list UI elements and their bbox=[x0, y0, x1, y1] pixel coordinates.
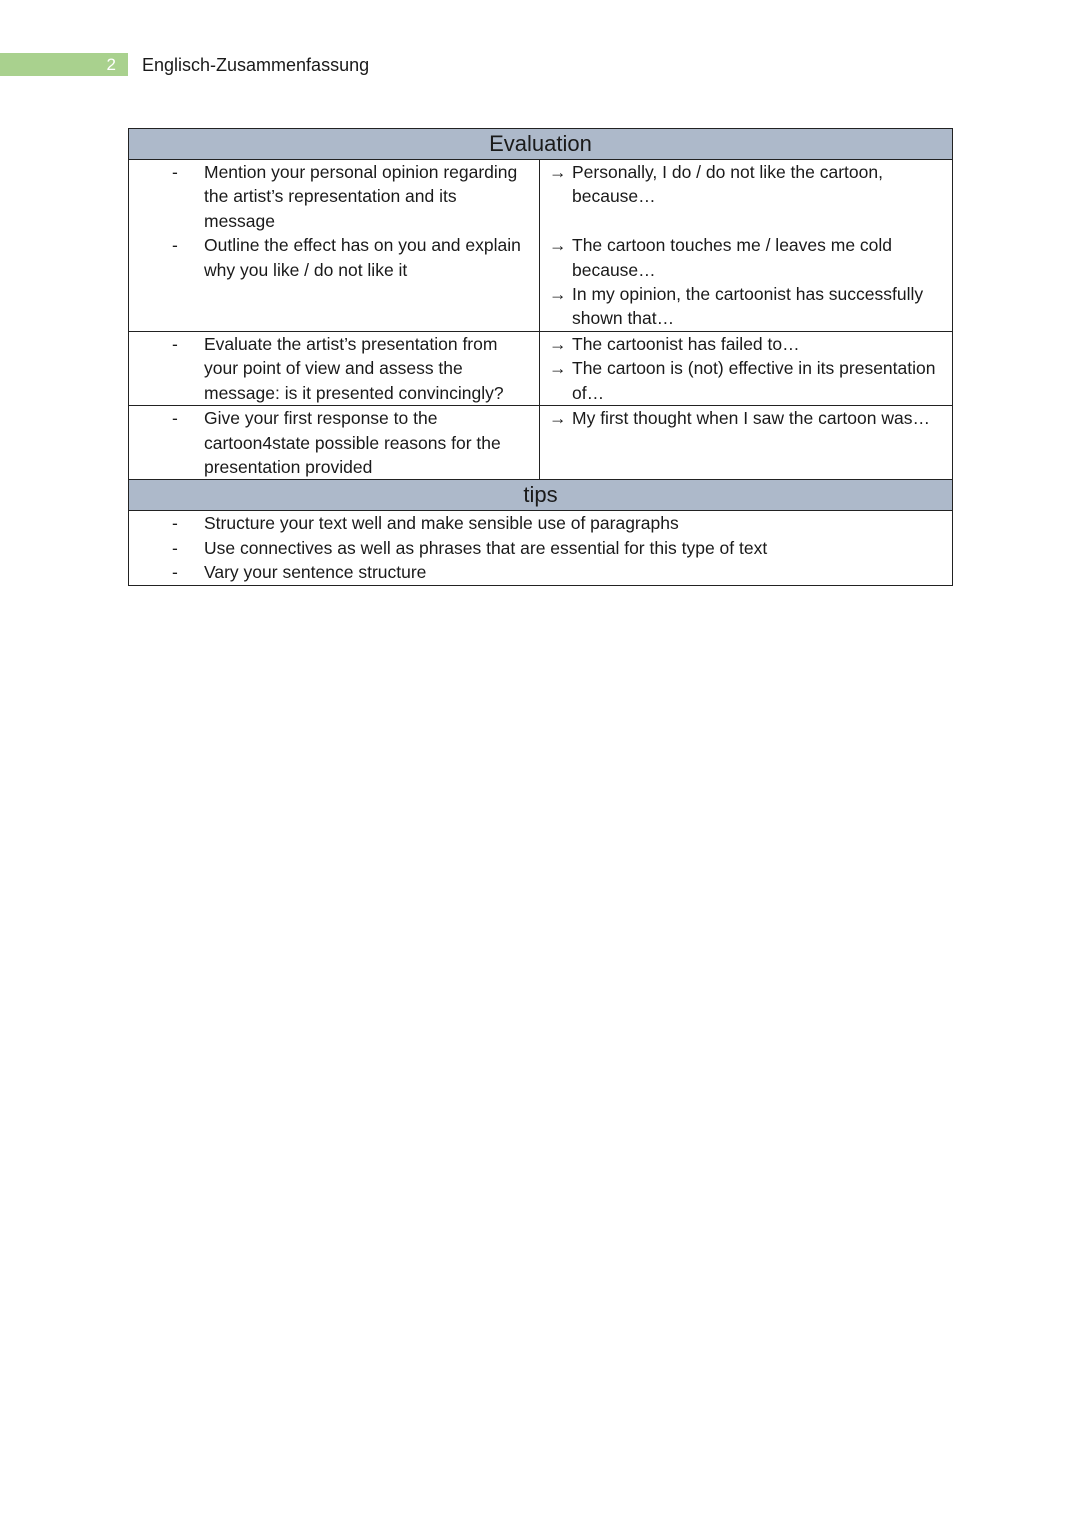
task-text: Outline the effect has on you and explain why you like / do not like it bbox=[204, 235, 521, 280]
table-row bbox=[129, 160, 953, 332]
arrow-icon: → bbox=[549, 408, 567, 429]
table-row bbox=[129, 406, 953, 480]
tip-text: Use connectives as well as phrases that are essential for this type of text bbox=[204, 537, 768, 558]
list-item bbox=[129, 332, 539, 405]
arrow-icon: → bbox=[549, 162, 567, 182]
list-item bbox=[129, 511, 952, 535]
evaluation-heading: Evaluation bbox=[129, 129, 953, 160]
phrase-text: The cartoon is (not) effective in its presentation of… bbox=[572, 358, 936, 403]
list-item bbox=[540, 233, 952, 282]
tips-heading: tips bbox=[129, 480, 953, 511]
evaluation-table bbox=[128, 128, 953, 586]
arrow-icon: → bbox=[549, 235, 567, 256]
task-text: Give your first response to the cartoon4state possible reasons for the presentation provided bbox=[204, 408, 501, 478]
spacer bbox=[540, 209, 952, 233]
evaluation-header-row bbox=[129, 129, 953, 160]
tips-row bbox=[129, 511, 953, 585]
tip-text: Structure your text well and make sensible use of paragraphs bbox=[204, 513, 679, 534]
task-cell bbox=[129, 332, 540, 406]
dash-bullet: - bbox=[172, 235, 178, 256]
tips-cell bbox=[129, 511, 953, 585]
table-row bbox=[129, 332, 953, 406]
phrase-cell bbox=[540, 406, 953, 480]
list-item bbox=[129, 536, 952, 560]
arrow-icon: → bbox=[549, 334, 567, 354]
phrase-text: In my opinion, the cartoonist has successfully shown that… bbox=[572, 284, 924, 329]
tip-text: Vary your sentence structure bbox=[204, 562, 427, 583]
task-cell bbox=[129, 406, 540, 480]
task-text: Mention your personal opinion regarding the artist’s representation and its message bbox=[204, 162, 518, 231]
phrase-cell bbox=[540, 332, 953, 406]
arrow-icon: → bbox=[549, 284, 567, 305]
dash-bullet: - bbox=[172, 513, 178, 534]
list-item bbox=[129, 560, 952, 584]
list-item bbox=[540, 406, 952, 430]
list-item bbox=[129, 406, 539, 479]
list-item bbox=[129, 233, 539, 282]
phrase-text: Personally, I do / do not like the cartoon, because… bbox=[572, 162, 883, 207]
phrase-text: The cartoonist has failed to… bbox=[572, 334, 800, 354]
list-item bbox=[540, 356, 952, 405]
page-number-badge bbox=[0, 53, 128, 76]
phrase-cell bbox=[540, 160, 953, 332]
document-title: Englisch-Zusammenfassung bbox=[142, 55, 370, 75]
phrase-text: The cartoon touches me / leaves me cold because… bbox=[572, 235, 893, 280]
dash-bullet: - bbox=[172, 162, 178, 182]
page-number: 2 bbox=[106, 55, 116, 74]
list-item bbox=[129, 160, 539, 233]
dash-bullet: - bbox=[172, 408, 178, 429]
list-item bbox=[540, 282, 952, 331]
dash-bullet: - bbox=[172, 334, 178, 354]
dash-bullet: - bbox=[172, 562, 178, 583]
task-cell bbox=[129, 160, 540, 332]
arrow-icon: → bbox=[549, 358, 567, 379]
list-item bbox=[540, 160, 952, 209]
list-item bbox=[540, 332, 952, 356]
task-text: Evaluate the artist’s presentation from your point of view and assess the message: is it presented convincingly? bbox=[204, 334, 504, 403]
dash-bullet: - bbox=[172, 537, 178, 558]
tips-header-row bbox=[129, 480, 953, 511]
phrase-text: My first thought when I saw the cartoon was… bbox=[572, 408, 930, 429]
